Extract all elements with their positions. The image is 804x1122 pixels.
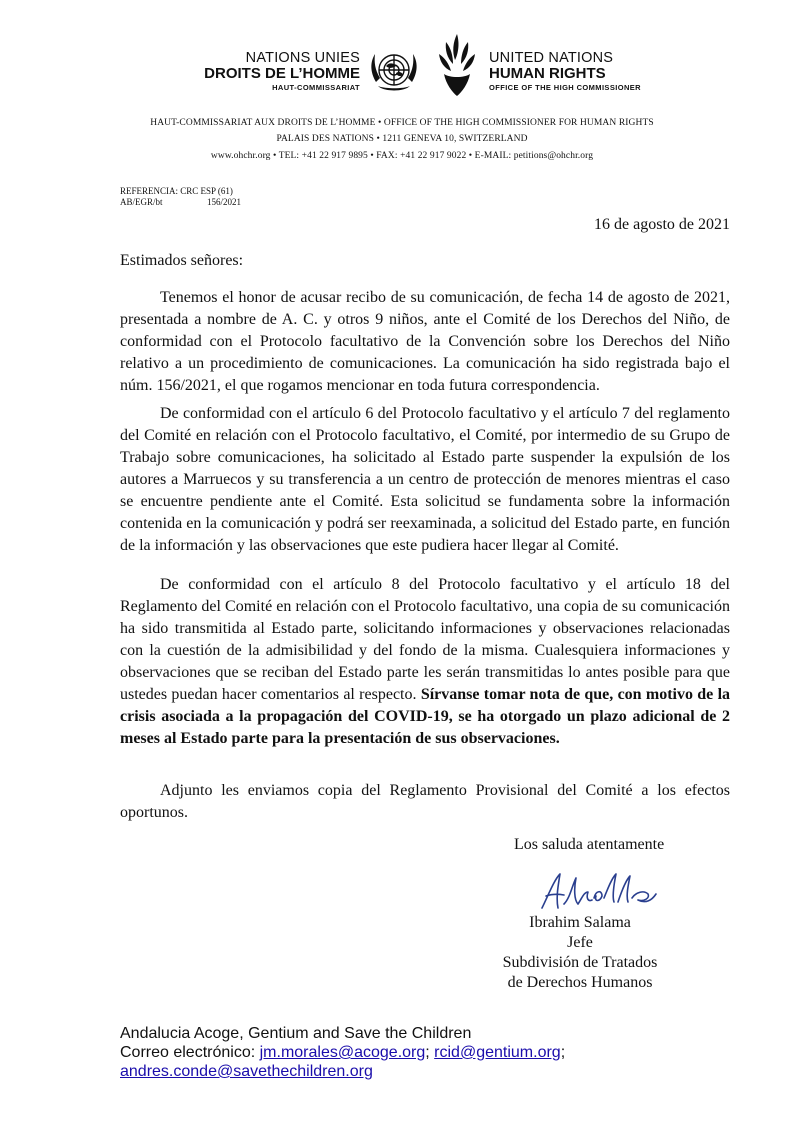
- closing-phrase: Los saluda atentamente: [514, 836, 665, 853]
- email-link-acoge[interactable]: jm.morales@acoge.org: [259, 1044, 426, 1061]
- paragraph-attachment: Adjunto les enviamos copia del Reglamento Provisional del Comité a los efectos oportunos.: [120, 782, 730, 821]
- email-separator: ;: [425, 1044, 430, 1061]
- reference-number: 156/2021: [207, 197, 242, 207]
- signer-unit-line2: de Derechos Humanos: [507, 974, 653, 991]
- signer-title: Jefe: [567, 934, 593, 951]
- recipients-email-line-2: [120, 1062, 565, 1081]
- reference-line: REFERENCIA: CRC ESP (61): [120, 186, 233, 196]
- paragraph-covid-extension: Sírvanse tomar nota de que, con motivo de la crisis asociada a la propagación del COVID-19, se ha otorgado un plazo adicional de 2 meses al Estado parte para la presentación de sus observaciones.: [120, 686, 731, 747]
- signer-name: Ibrahim Salama: [529, 914, 631, 931]
- letterhead-office-high-commissioner: OFFICE OF THE HIGH COMMISSIONER: [489, 83, 641, 92]
- email-label: Correo electrónico:: [120, 1044, 256, 1061]
- signature-mark: [536, 868, 660, 912]
- un-emblem-icon: [366, 42, 422, 98]
- paragraph-transmission-text: De conformidad con el artículo 8 del Protocolo facultativo y el artículo 18 del Reglamento del Comité en relación con el Protocolo facultativo, una copia de su comunicación ha sido transmitida al Estado parte, solicitando informaciones y observaciones relacionadas con la cuestión de la admisibilidad y del fondo de la misma. Cualesquiera informaciones y observaciones que se reciban del Estado parte les serán transmitidas lo antes posible para que ustedes puedan hacer comentarios al respecto.: [120, 576, 730, 703]
- salutation: Estimados señores:: [120, 252, 244, 269]
- letterhead-human-rights: HUMAN RIGHTS: [489, 65, 606, 82]
- signer-block: [490, 913, 670, 993]
- address-line-offices: HAUT-COMMISSARIAT AUX DROITS DE L’HOMME • OFFICE OF THE HIGH COMMISSIONER FOR HUMAN RIGHTS: [150, 118, 654, 128]
- address-line-palais: PALAIS DES NATIONS • 1211 GENEVA 10, SWITZERLAND: [276, 134, 528, 144]
- recipients-block: [120, 1024, 565, 1081]
- email-link-savethechildren[interactable]: andres.conde@savethechildren.org: [120, 1063, 373, 1080]
- letterhead-haut-commissariat: HAUT-COMMISSARIAT: [272, 83, 360, 92]
- recipients-email-line: [120, 1043, 565, 1062]
- recipients-organizations: Andalucia Acoge, Gentium and Save the Children: [120, 1025, 472, 1042]
- email-separator: ;: [560, 1044, 566, 1061]
- paragraph-receipt: Tenemos el honor de acusar recibo de su comunicación, de fecha 14 de agosto de 2021, presentada a nombre de A. C. y otros 9 niños, ante el Comité de los Derechos del Niño, de conformidad con el Protocolo facultativo de la Convención sobre los Derechos del Niño relativo a un procedimiento de comunicaciones. La comunicación ha sido registrada bajo el núm. 156/2021, el que rogamos mencionar en toda futura correspondencia.: [120, 289, 730, 394]
- address-line-contact: www.ohchr.org • TEL: +41 22 917 9895 • FAX: +41 22 917 9022 • E-MAIL: petitions@ohchr.org: [210, 151, 594, 161]
- reference-initials: AB/EGR/bt: [120, 197, 163, 207]
- paragraph-transmission: [120, 574, 730, 750]
- paragraph-interim-measures: De conformidad con el artículo 6 del Protocolo facultativo y el artículo 7 del reglamento del Comité en relación con el Protocolo facultativo, el Comité, por intermedio de su Grupo de Trabajo sobre comunicaciones, ha solicitado al Estado parte suspender la expulsión de los autores a Marruecos y su transferencia a un centro de protección de menores mientras el caso se encuentre pendiente ante el Comité. Esta solicitud se fundamenta sobre la información contenida en la comunicación y podrá ser reexaminada, a solicitud del Estado parte, en función de la información y las observaciones que este pudiera hacer llegar al Comité.: [120, 405, 730, 554]
- letter-date: 16 de agosto de 2021: [594, 216, 730, 233]
- letterhead-nations-unies: NATIONS UNIES: [245, 50, 360, 66]
- letterhead-english: [489, 50, 689, 93]
- hand-dove-icon: [430, 32, 484, 98]
- letterhead-united-nations: UNITED NATIONS: [489, 50, 614, 66]
- email-link-gentium[interactable]: rcid@gentium.org: [434, 1044, 561, 1061]
- letterhead-droits-de-lhomme: DROITS DE L’HOMME: [204, 65, 360, 82]
- signer-unit-line1: Subdivisión de Tratados: [502, 954, 658, 971]
- letterhead-french: [200, 50, 360, 93]
- reference-codes: [120, 197, 241, 208]
